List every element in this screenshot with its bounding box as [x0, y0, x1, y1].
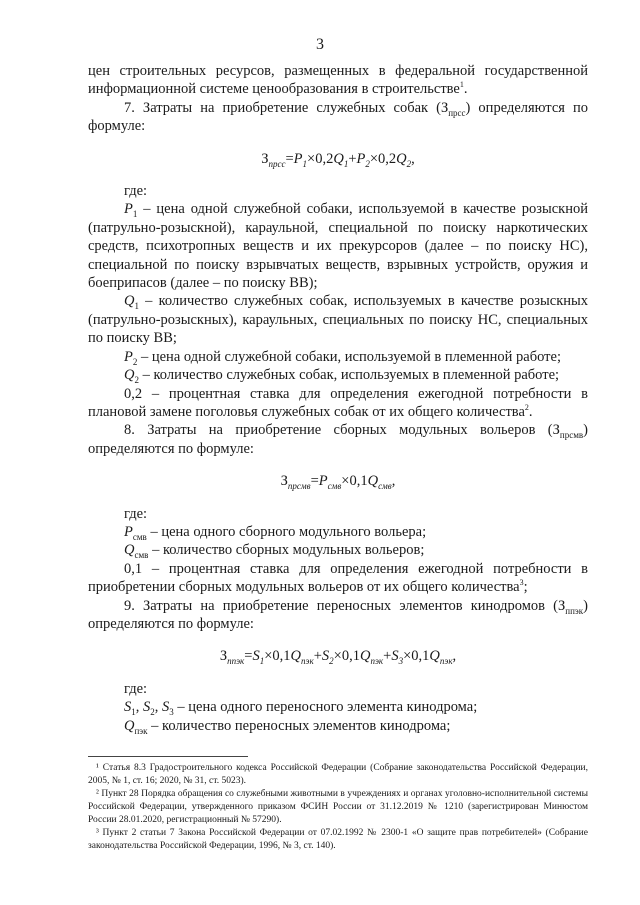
paragraph-continuation: цен строительных ресурсов, размещенных в федеральной государственной информационной системе ценообразования в строительстве$^1$.: [88, 63, 588, 98]
definition-q1: $Q_1$ – количество служебных собак, используемых в качестве розыскных (патрульно-розыскных), караульных, специальных по поиску НС, специальных по поиску ВВ;: [88, 293, 588, 347]
paragraph-8: 8. Затраты на приобретение сборных модульных вольеров $(З_{прсмв})$ определяются по формуле:: [88, 422, 588, 457]
paragraph-9: 9. Затраты на приобретение переносных элементов кинодромов $(З_{ппэк})$ определяются по формуле:: [88, 597, 588, 632]
footnote-separator: [88, 756, 248, 757]
footnote-ref-3: 3: [519, 578, 524, 588]
paragraph-7: 7. Затраты на приобретение служебных собак $(З_{прсс})$ определяются по формуле:: [88, 99, 588, 135]
formula-kinodrome: $З_{ппэк}=S_1\times 0,1Q_{пэк}+S_2\times 0,1Q_{пэк}+S_3\times 0,1Q_{пэк}$,: [219, 648, 457, 667]
definition-psmv: $P_{смв}$ – цена одного сборного модульного вольера;: [124, 523, 427, 542]
footnote-ref-1: 1: [459, 80, 464, 90]
footnote-1: ¹ Статья 8.3 Градостроительного кодекса Российской Федерации (Собрание законодательства Российской Федерации, 2005, № 1, ст. 16; 2020, № 31, ст. 5023).: [88, 763, 588, 786]
document-body: [88, 62, 588, 735]
definition-p2: $P_2$ – цена одной служебной собаки, используемой в племенной работе;: [124, 348, 561, 367]
definition-rate-2: 0,1 – процентная ставка для определения ежегодной потребности в приобретении сборных модульных вольеров от их общего количества$^3$;: [88, 560, 588, 596]
formula-enclosures: $З_{прсмв}=P_{смв}\times 0,1Q_{смв}$,: [280, 473, 396, 492]
page-number: 3: [316, 36, 324, 53]
where-label-2: где:: [124, 505, 148, 522]
footnote-2: ² Пункт 28 Порядка обращения со служебными животными в учреждениях и органах уголовно-исполнительной системы Российской Федерации, утвержденного приказом ФСИН России от 31.12.2019 № 1210 (зарегистрирован Минюстом России 28.01.2020, регистрационный № 57290).: [88, 789, 588, 825]
definition-qpek: $Q_{пэк}$ – количество переносных элементов кинодрома;: [124, 717, 451, 736]
footnote-3: ³ Пункт 2 статьи 7 Закона Российской Федерации от 07.02.1992 № 2300-1 «О защите прав потребителей» (Собрание законодательства Российской Федерации, 1996, № 3, ст. 140).: [88, 828, 588, 851]
definition-rate-1: 0,2 – процентная ставка для определения ежегодной потребности в плановой замене поголовья служебных собак от их общего количества$^2$.: [88, 385, 588, 420]
footnotes: [88, 762, 588, 853]
formula-dogs: $З_{прсс}=P_1\times 0,2Q_1+P_2\times 0,2Q_2$,: [261, 150, 415, 169]
definition-p1: $P_1$ – цена одной служебной собаки, используемой в качестве розыскной (патрульно-розыскной), караульной, специальной по поиску наркотических средств, психотропных веществ и их прекурсоров (далее – по поиску НС), специальной по поиску взрывчатых веществ, взрывных устройств, оружия и боеприпасов (далее – по поиску ВВ);: [88, 201, 588, 292]
definition-s: $S_1$, $S_2$, $S_3$ – цена одного переносного элемента кинодрома;: [124, 699, 478, 718]
where-label-1: где:: [124, 183, 148, 200]
definition-q2: $Q_2$ – количество служебных собак, используемых в племенной работе;: [124, 367, 560, 385]
footnote-ref-2: 2: [524, 403, 529, 413]
where-label-3: где:: [124, 680, 148, 697]
definition-qsmv: $Q_{смв}$ – количество сборных модульных вольеров;: [124, 542, 425, 561]
